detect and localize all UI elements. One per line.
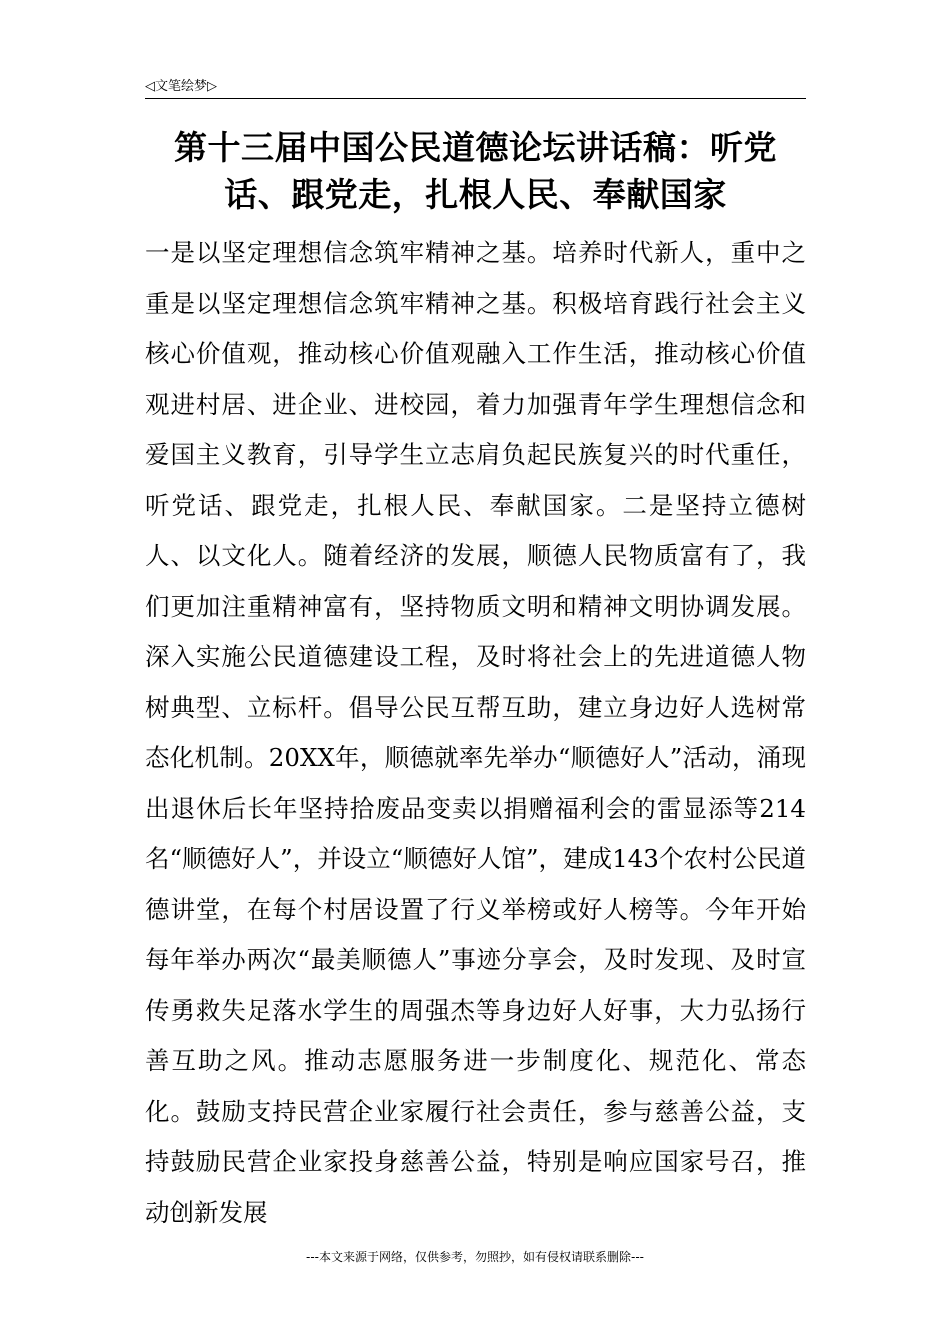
body-paragraph: 一是以坚定理想信念筑牢精神之基。培养时代新人，重中之重是以坚定理想信念筑牢精神之基。积极培育践行社会主义核心价值观，推动核心价值观融入工作生活，推动核心价值观进村居、进企业、进校园，着力加强青年学生理想信念和爱国主义教育，引导学生立志肩负起民族复兴的时代重任，听党话、跟党走，扎根人民、奉献国家。二是坚持立德树人、以文化人。随着经济的发展，顺德人民物质富有了，我们更加注重精神富有，坚持物质文明和精神文明协调发展。深入实施公民道德建设工程，及时将社会上的先进道德人物树典型、立标杆。倡导公民互帮互助，建立身边好人选树常态化机制。20XX年，顺德就率先举办“顺德好人”活动，涌现出退休后长年坚持拾废品变卖以捐赠福利会的雷显添等214名“顺德好人”，并设立“顺德好人馆”，建成143个农村公民道德讲堂，在每个村居设置了行义举榜或好人榜等。今年开始每年举办两次“最美顺德人”事迹分享会，及时发现、及时宣传勇救失足落水学生的周强杰等身边好人好事，大力弘扬行善互助之风。推动志愿服务进一步制度化、规范化、常态化。鼓励支持民营企业家履行社会责任，参与慈善公益，支持鼓励民营企业家投身慈善公益，特别是响应国家号召，推动创新发展 [145, 238, 806, 1227]
document-title: 第十三届中国公民道德论坛讲话稿：听党话、跟党走，扎根人民、奉献国家 [174, 128, 777, 214]
header-label: ◁文笔绘梦▷ [145, 79, 217, 94]
header-divider [145, 98, 806, 99]
footer-disclaimer: ---本文来源于网络，仅供参考，勿照抄，如有侵权请联系删除--- [306, 1250, 644, 1264]
